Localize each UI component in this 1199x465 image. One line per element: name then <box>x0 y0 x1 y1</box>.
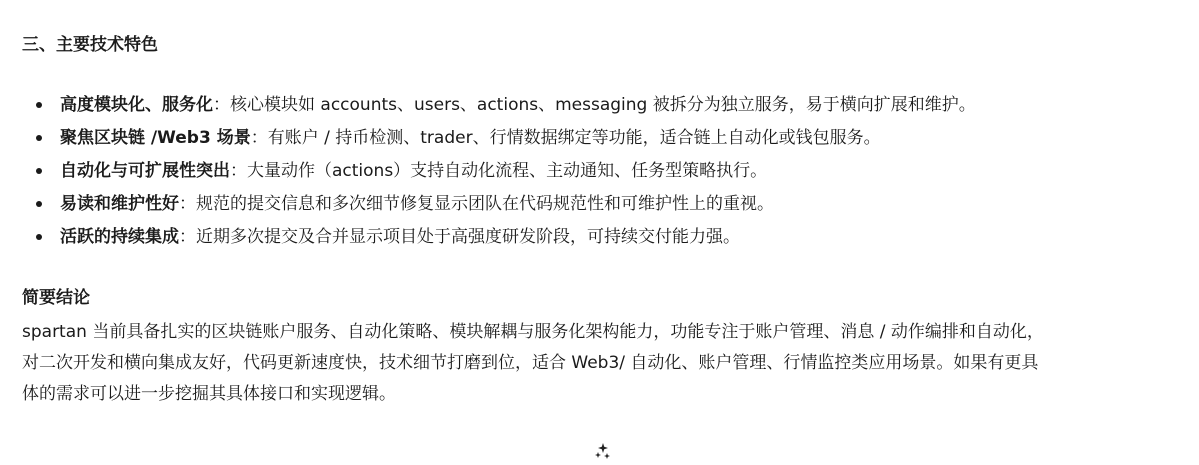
feature-term: 易读和维护性好 <box>60 194 179 214</box>
list-item <box>22 94 1182 127</box>
feature-text: ：规范的提交信息和多次细节修复显示团队在代码规范性和可维护性上的重视。 <box>179 194 774 214</box>
bullet-icon <box>36 201 42 207</box>
conclusion-line: spartan 当前具备扎实的区块链账户服务、自动化策略、模块解耦与服务化架构能力，功能专注于账户管理、消息 / 动作编排和自动化， <box>22 322 1044 342</box>
conclusion-line: 体的需求可以进一步挖掘其具体接口和实现逻辑。 <box>22 384 396 404</box>
bullet-icon <box>36 234 42 240</box>
feature-text: ：核心模块如 accounts、users、actions、messaging 被拆分为独立服务，易于横向扩展和维护。 <box>213 95 976 115</box>
conclusion-heading: 简要结论 <box>22 288 90 308</box>
conclusion-paragraph <box>22 317 1182 410</box>
list-item <box>22 160 1182 193</box>
list-item <box>22 127 1182 160</box>
list-item <box>22 226 1182 259</box>
list-item <box>22 193 1182 226</box>
feature-text: ：大量动作（actions）支持自动化流程、主动通知、任务型策略执行。 <box>230 161 768 181</box>
feature-term: 高度模块化、服务化 <box>60 95 213 115</box>
sparkle-icon <box>593 442 613 462</box>
feature-term: 聚焦区块链 /Web3 场景 <box>60 128 251 148</box>
feature-text: ：有账户 / 持币检测、trader、行情数据绑定等功能，适合链上自动化或钱包服务。 <box>250 128 881 148</box>
bullet-icon <box>36 135 42 141</box>
feature-term: 活跃的持续集成 <box>60 227 179 247</box>
feature-text: ：近期多次提交及合并显示项目处于高强度研发阶段，可持续交付能力强。 <box>179 227 740 247</box>
feature-term: 自动化与可扩展性突出 <box>60 161 230 181</box>
bullet-icon <box>36 102 42 108</box>
features-heading: 三、主要技术特色 <box>22 35 158 55</box>
bullet-icon <box>36 168 42 174</box>
conclusion-line: 对二次开发和横向集成友好，代码更新速度快，技术细节打磨到位，适合 Web3/ 自动化、账户管理、行情监控类应用场景。如果有更具 <box>22 353 1039 373</box>
features-list <box>22 94 1182 259</box>
